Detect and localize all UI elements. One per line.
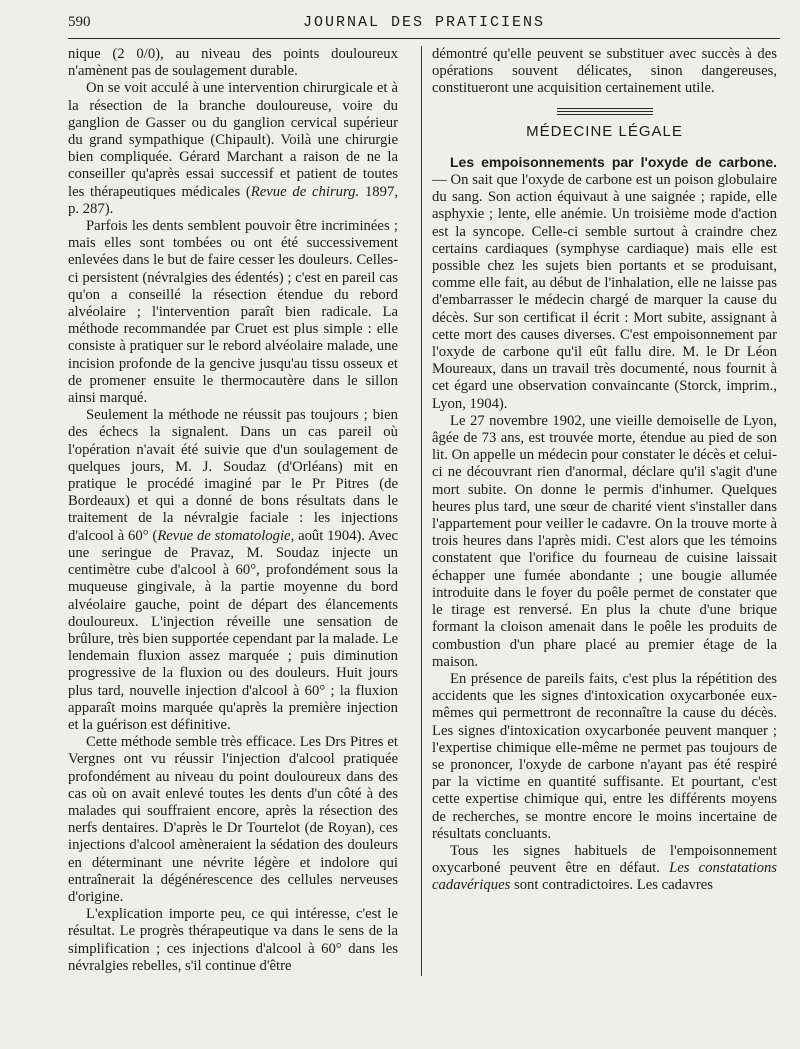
page-header bbox=[68, 12, 780, 39]
paragraph: Parfois les dents semblent pouvoir être incriminées ; mais elles sont tombées ou ont été successivement enlevées dans le but de faire cesser les douleurs. Celles-ci persistent (névralgies des édentés) ; c'est en pareil cas qu'on a conseillé la résection étendue du rebord alvéolaire ; l'intervention paraît bien radicale. La méthode recommandée par Cruet est plus simple : elle consiste à pratiquer sur le rebord alvéolaire malade, une incision profonde de la gencive jusqu'au tissu osseux et de promener ensuite le thermocautère dans le sillon ainsi marqué. bbox=[68, 218, 398, 407]
left-column bbox=[68, 46, 398, 975]
paragraph: nique (2 0/0), au niveau des points douloureux n'amènent pas de soulagement durable. bbox=[68, 46, 398, 80]
paragraph: On se voit acculé à une intervention chirurgicale et à la résection de la branche douloureuse, voire du ganglion de Gasser ou du ganglion cervical supérieur du grand sympathique (Chipault). Voilà une chirurgie bien compliquée. Gérard Marchant a raison de ne la conseiller qu'après essai successif et patient de toutes les thérapeutiques médicales (Revue de chirurg. 1897, p. 287). bbox=[68, 80, 398, 217]
journal-reference: Revue de chirurg. bbox=[250, 183, 360, 200]
emphasis: Les constatations cadavériques bbox=[432, 860, 777, 894]
paragraph: Cette méthode semble très efficace. Les Drs Pitres et Vergnes ont vu réussir l'injection d'alcool pratiquée profondément au niveau du point douloureux dans des cas où on avait enlevé toutes les dents d'un côté à des malades qui souffraient encore, après la résection des nerfs dentaires. D'après le Dr Tourtelot (de Royan), ces injections d'alcool amèneraient la sédation des douleurs en déterminant une névrite légère et indolore qui entraînerait la dégénérescence des cellules nerveuses d'origine. bbox=[68, 734, 398, 905]
paragraph: Seulement la méthode ne réussit pas toujours ; bien des échecs la signalent. Dans un cas pareil où l'opération n'avait été suivie que d'un soulagement de quelques jours, M. J. Soudaz (d'Orléans) mit en pratique le procédé imaginé par le Pr Pitres (de Bordeaux) et qui a donné de bons résultats dans le traitement de la névralgie faciale : les injections d'alcool à 60° (Revue de stomatologie, août 1904). Avec une seringue de Pravaz, M. Soudaz injecte un centimètre cube d'alcool à 60°, profondément sous la muqueuse gingivale, à la partie moyenne du bord alvéolaire gauche, point de départ des élancements douloureux. L'injection réveille une sensation de brûlure, très bien supportée cependant par la malade. Le lendemain fluxion assez marquée ; puis diminution progressive de la fluxion ou des douleurs. Huit jours plus tard, nouvelle injection d'alcool à 60° ; la fluxion apparaît moins marquée qu'après la première injection et la guérison est définitive. bbox=[68, 407, 399, 733]
section-title: MÉDECINE LÉGALE bbox=[526, 122, 683, 140]
journal-reference: Revue de stomatologie, bbox=[157, 527, 295, 544]
paragraph: Le 27 novembre 1902, une vieille demoiselle de Lyon, âgée de 73 ans, est trouvée morte, étendue au pied de son lit. On appelle un médecin pour constater le décès et celui-ci ne découvrant rien d'anormal, déclare qu'il s'agit d'une mort subite. On donne le permis d'inhumer. Quelques heures plus tard, une sœur de charité vient s'installer dans l'appartement pour veiller le cadavre. On la trouve morte à trois heures dans l'après midi. C'est alors que les témoins constatent que l'orifice du fourneau de cuisine laissait échapper une fumée abondante ; une bougie allumée introduite dans le foyer du poêle permet de constater que le tirage est renversé. En plus la chute d'une brique formant la cloison amenait dans le poêle les produits de combustion d'un phare placé au premier étage de la maison. bbox=[432, 412, 777, 670]
right-column bbox=[432, 46, 777, 895]
section-rule bbox=[557, 108, 653, 115]
paragraph: L'explication importe peu, ce qui intéresse, c'est le résultat. Le progrès thérapeutique va dans le sens de la simplification ; ces injections d'alcool à 60° dans les névralgies rebelles, s'il continue d'être bbox=[68, 906, 398, 974]
page-number: 590 bbox=[68, 14, 91, 30]
article-heading: Les empoisonnements par l'oxyde de carbone. bbox=[450, 153, 777, 170]
journal-title: JOURNAL DES PRATICIENS bbox=[302, 14, 546, 31]
column-divider bbox=[421, 46, 422, 976]
paragraph: Tous les signes habituels de l'empoisonnement oxycarboné peuvent être en défaut. Les constatations cadavériques sont contradictoires. Les cadavres bbox=[432, 842, 777, 894]
paragraph: démontré qu'elle peuvent se substituer avec succès à des opérations souvent délicates, sinon dangereuses, constitueront une acquisition certainement utile. bbox=[432, 46, 777, 97]
paragraph: Les empoisonnements par l'oxyde de carbone. — On sait que l'oxyde de carbone est un poison globulaire du sang. Son action équivaut à une saignée ; rapide, elle asphyxie ; lente, elle anémie. Un troisième mode d'action est la syncope. Celle-ci semble surtout à craindre chez certains cardiaques (symphyse cardiaque) mais elle est possible chez les sujets bien portants et se produisant, comme elle fait, au début de l'inhalation, elle ne laisse pas d'embarrasser le médecin chargé de marquer la cause du décès. Sur son certificat il écrit : Mort subite, assignant à cette mort des causes diverses. C'est empoisonnement par l'oxyde de carbone qu'il eût fallu dire. M. le Dr Léon Moureaux, dans un travail très documenté, nous fournit à cet égard une observation convaincante (Storck, imprim., Lyon, 1904). bbox=[432, 153, 777, 412]
paragraph: En présence de pareils faits, c'est plus la répétition des accidents que les signes d'intoxication oxycarbonée eux-mêmes qui permettront de reconnaître la cause du décès. Les signes d'intoxication oxycarbonée peuvent manquer ; l'expertise chimique elle-même ne permet pas toujours de se prononcer, l'oxyde de carbone n'ayant pas été respiré par la victime en quantité suffisante. Et pourtant, c'est cette expertise chimique qui, entre les différents moyens de recherches, se montre encore le moins incertaine de résultats concluants. bbox=[432, 670, 777, 842]
